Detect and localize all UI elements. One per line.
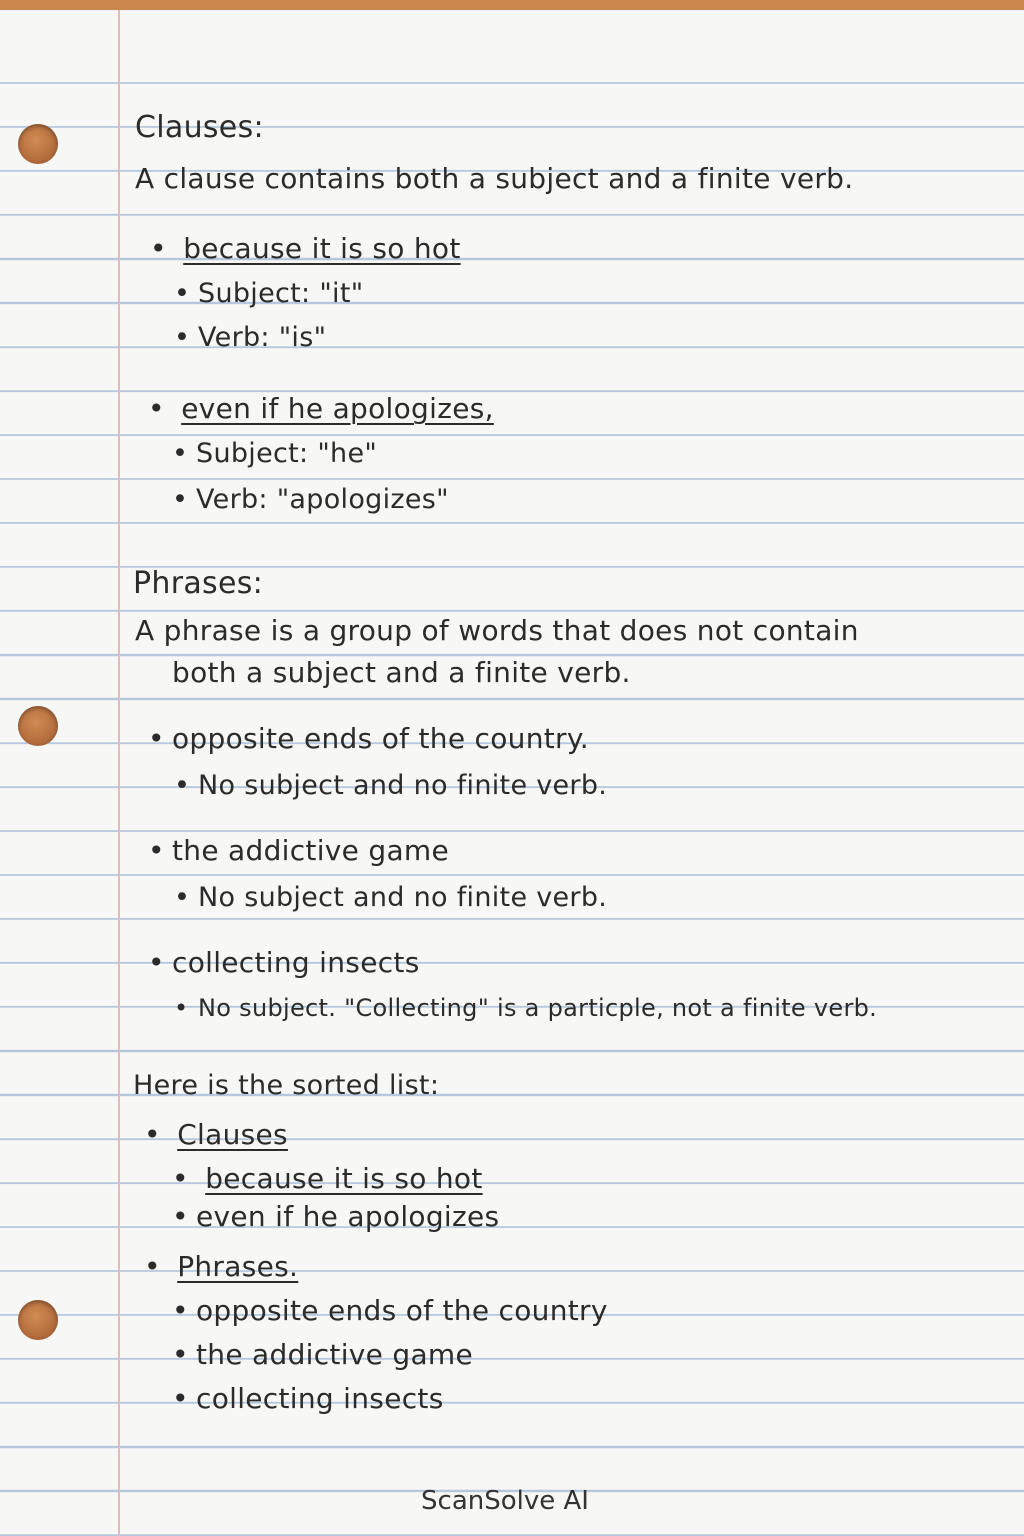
- binder-hole: [18, 124, 58, 164]
- clause-example-text: even if he apologizes,: [181, 392, 494, 425]
- clauses-heading: Clauses:: [135, 110, 264, 145]
- sorted-phrases-label-text: Phrases.: [177, 1250, 299, 1283]
- phrase-note: • No subject and no finite verb.: [198, 882, 607, 913]
- sorted-intro: Here is the sorted list:: [133, 1070, 440, 1101]
- notebook-page: [0, 10, 1024, 1536]
- clause-verb: • Verb: "apologizes": [196, 484, 449, 515]
- phrase-example: • collecting insects: [172, 946, 420, 979]
- phrases-definition-line2: both a subject and a finite verb.: [172, 656, 631, 689]
- binder-hole: [18, 706, 58, 746]
- sorted-clauses-label: [168, 1118, 288, 1151]
- footer-watermark: ScanSolve AI: [421, 1486, 589, 1516]
- clause-example: [172, 392, 494, 425]
- clause-subject: • Subject: "he": [196, 438, 377, 469]
- clause-subject: • Subject: "it": [198, 278, 363, 309]
- clauses-definition: A clause contains both a subject and a finite verb.: [135, 162, 854, 195]
- sorted-phrase-item: • the addictive game: [196, 1338, 473, 1371]
- sorted-clause-item-text: because it is so hot: [205, 1162, 483, 1195]
- phrase-example: • the addictive game: [172, 834, 449, 867]
- sorted-phrase-item: • opposite ends of the country: [196, 1294, 608, 1327]
- phrase-example: • opposite ends of the country.: [172, 722, 589, 755]
- sorted-phrase-item: • collecting insects: [196, 1382, 444, 1415]
- sorted-clauses-label-text: Clauses: [177, 1118, 288, 1151]
- margin-line: [118, 10, 120, 1536]
- binder-hole: [18, 1300, 58, 1340]
- phrases-heading: Phrases:: [133, 566, 264, 601]
- sorted-clause-item: • even if he apologizes: [196, 1200, 499, 1233]
- sorted-clause-item: [196, 1162, 483, 1195]
- clause-example-text: because it is so hot: [183, 232, 461, 265]
- clause-verb: • Verb: "is": [198, 322, 326, 353]
- phrase-note: • No subject and no finite verb.: [198, 770, 607, 801]
- sorted-phrases-label: [168, 1250, 298, 1283]
- phrase-note: • No subject. "Collecting" is a particple, not a finite verb.: [198, 994, 877, 1022]
- phrases-definition-line1: A phrase is a group of words that does not contain: [135, 614, 859, 647]
- clause-example: [174, 232, 461, 265]
